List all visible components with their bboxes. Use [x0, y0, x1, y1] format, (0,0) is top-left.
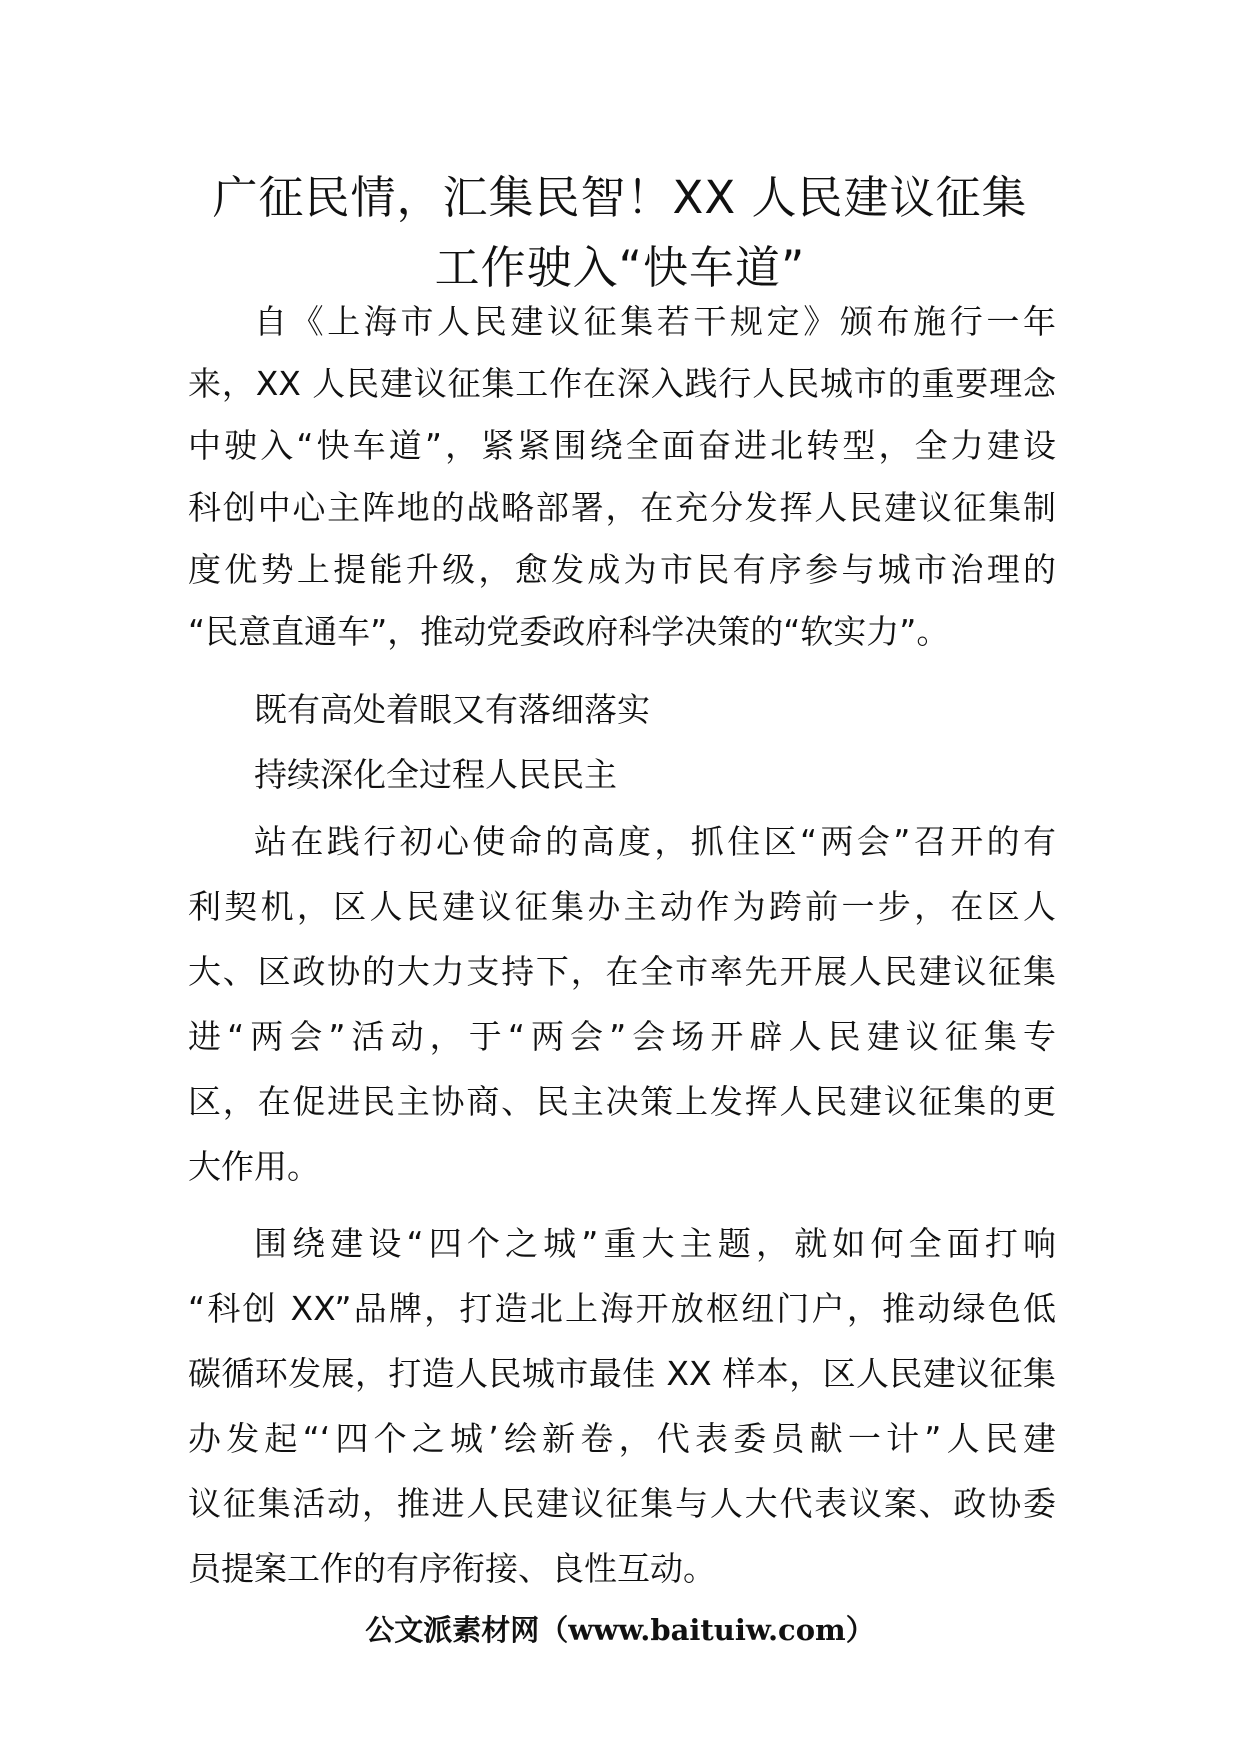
paragraph-line: 自《上海市人民建议征集若干规定》颁布施行一年: [254, 302, 1056, 341]
paragraph-line: 议征集活动，推进人民建议征集与人大代表议案、政协委: [188, 1484, 1056, 1523]
paragraph-line: 办发起“‘四个之城’绘新卷，代表委员献一计”人民建: [188, 1419, 1056, 1458]
paragraph-line: 科创中心主阵地的战略部署，在充分发挥人民建议征集制: [188, 488, 1056, 527]
paragraph-line: 区，在促进民主协商、民主决策上发挥人民建议征集的更: [188, 1082, 1056, 1121]
paragraph-line: 大、区政协的大力支持下，在全市率先开展人民建议征集: [188, 952, 1056, 991]
paragraph-line: 员提案工作的有序衔接、良性互动。: [188, 1549, 716, 1588]
document-title-line-1: 广征民情，汇集民智！XX 人民建议征集: [212, 171, 1028, 224]
paragraph-line: 度优势上提能升级，愈发成为市民有序参与城市治理的: [188, 550, 1056, 589]
paragraph-line: 中驶入“快车道”，紧紧围绕全面奋进北转型，全力建设: [188, 426, 1056, 465]
footer-source: 公文派素材网（www.baituiw.com）: [365, 1613, 875, 1647]
paragraph-line: 站在践行初心使命的高度，抓住区“两会”召开的有: [254, 822, 1056, 861]
paragraph-line: “民意直通车”，推动党委政府科学决策的“软实力”。: [188, 612, 950, 651]
paragraph-line: “科创 XX”品牌，打造北上海开放枢纽门户，推动绿色低: [188, 1289, 1056, 1328]
subheading: 既有高处着眼又有落细落实: [254, 690, 650, 729]
paragraph-line: 来，XX 人民建议征集工作在深入践行人民城市的重要理念: [188, 364, 1056, 403]
paragraph-line: 利契机，区人民建议征集办主动作为跨前一步，在区人: [188, 887, 1056, 926]
paragraph-line: 大作用。: [188, 1147, 320, 1186]
paragraph-line: 进“两会”活动，于“两会”会场开辟人民建议征集专: [188, 1017, 1056, 1056]
paragraph-line: 碳循环发展，打造人民城市最佳 XX 样本，区人民建议征集: [188, 1354, 1056, 1393]
subheading: 持续深化全过程人民民主: [254, 755, 617, 794]
paragraph-line: 围绕建设“四个之城”重大主题，就如何全面打响: [254, 1224, 1056, 1263]
document-title-line-2: 工作驶入“快车道”: [434, 241, 806, 294]
